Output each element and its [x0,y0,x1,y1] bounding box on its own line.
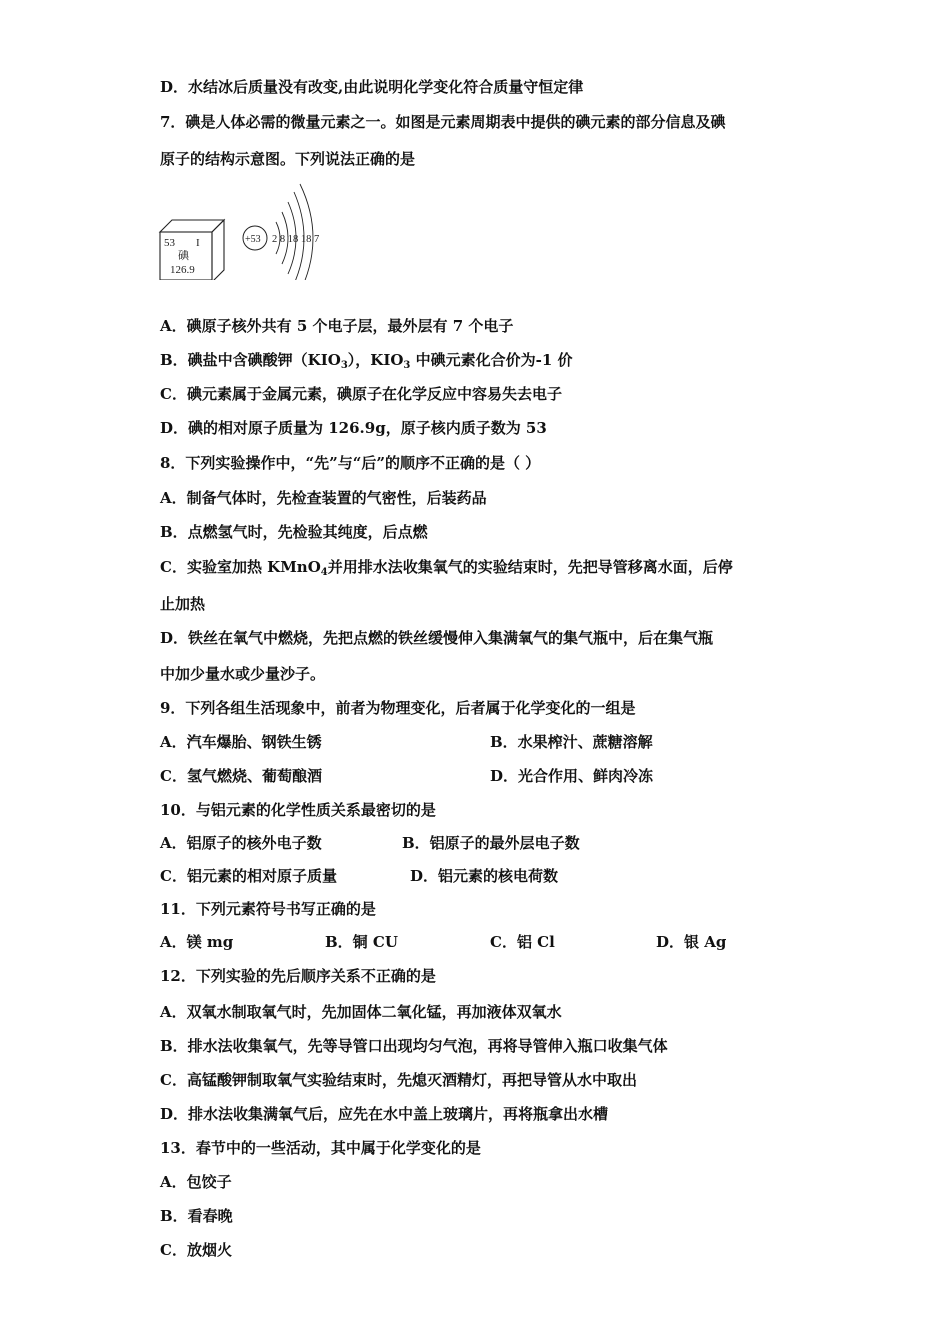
q10-option-b: B．铝原子的最外层电子数 [402,834,580,852]
q13-option-c: C．放烟火 [160,1241,232,1259]
q13-option-a: A．包饺子 [160,1173,232,1191]
q8-stem: 8．下列实验操作中，“先”与“后”的顺序不正确的是（ ） [160,454,541,472]
q12-option-d: D．排水法收集满氧气后，应先在水中盖上玻璃片，再将瓶拿出水槽 [160,1105,609,1123]
q11-option-b: B．铜 CU [325,933,398,951]
q8-option-d-cont: 中加少量水或少量沙子。 [160,665,326,683]
q10-stem: 10．与铝元素的化学性质关系最密切的是 [160,801,436,819]
q9-option-a: A．汽车爆胎、钢铁生锈 [160,733,322,751]
q8-option-c-cont: 止加热 [160,595,206,613]
q11-stem: 11．下列元素符号书写正确的是 [160,900,376,918]
q7-option-b: B．碘盐中含碘酸钾$(KIO_3)$，$KIO_3$ 中碘元素化合价为-1 价 [160,351,573,371]
q12-stem: 12．下列实验的先后顺序关系不正确的是 [160,967,436,985]
element-mass: 126.9 [170,264,195,276]
q8-option-b: B．点燃氢气时，先检验其纯度，后点燃 [160,523,428,541]
shell-electrons: 2 8 18 18 7 [272,234,320,245]
q10-option-d: D．铝元素的核电荷数 [410,867,559,885]
q12-option-c: C．高锰酸钾制取氧气实验结束时，先熄灭酒精灯，再把导管从水中取出 [160,1071,637,1089]
q12-option-a: A．双氧水制取氧气时，先加固体二氧化锰，再加液体双氧水 [160,1003,562,1021]
q10-option-a: A．铝原子的核外电子数 [160,834,322,852]
q11-option-d: D．银 Ag [656,933,727,951]
nucleus-charge: +53 [245,234,261,245]
q11-option-c: C．铝 Cl [490,933,555,951]
atom-structure [243,184,319,280]
q13-stem: 13．春节中的一些活动，其中属于化学变化的是 [160,1139,481,1157]
iodine-diagram [158,180,333,280]
q8-option-a: A．制备气体时，先检查装置的气密性，后装药品 [160,489,487,507]
q10-option-c: C．铝元素的相对原子质量 [160,867,337,885]
element-symbol: I [196,237,200,249]
q6-option-d: D．水结冰后质量没有改变,由此说明化学变化符合质量守恒定律 [160,78,584,96]
q9-stem: 9．下列各组生活现象中，前者为物理变化，后者属于化学变化的一组是 [160,699,636,717]
q8-option-d: D．铁丝在氧气中燃烧，先把点燃的铁丝缓慢伸入集满氧气的集气瓶中，后在集气瓶 [160,629,714,647]
q7-option-a: A．碘原子核外共有 5 个电子层，最外层有 7 个电子 [160,317,514,335]
q9-option-b: B．水果榨汁、蔗糖溶解 [490,733,653,751]
q7-option-c: C．碘元素属于金属元素，碘原子在化学反应中容易失去电子 [160,385,562,403]
element-number: 53 [164,237,175,249]
q12-option-b: B．排水法收集氧气，先等导管口出现均匀气泡，再将导管伸入瓶口收集气体 [160,1037,668,1055]
element-name: 碘 [178,250,189,262]
q11-option-a: A．镁 mg [160,933,234,951]
q7-stem-line2: 原子的结构示意图。下列说法正确的是 [160,150,416,168]
q7-stem-line1: 7．碘是人体必需的微量元素之一。如图是元素周期表中提供的碘元素的部分信息及碘 [160,113,726,131]
element-card [160,220,224,280]
q7-option-d: D．碘的相对原子质量为 126.9g，原子核内质子数为 53 [160,419,547,437]
q8-option-c: C．实验室加热 KMnO$_4$并用排水法收集氧气的实验结束时，先把导管移离水面，后停 [160,558,733,578]
q9-option-c: C．氢气燃烧、葡萄酿酒 [160,767,322,785]
q13-option-b: B．看春晚 [160,1207,233,1225]
q9-option-d: D．光合作用、鲜肉冷冻 [490,767,654,785]
